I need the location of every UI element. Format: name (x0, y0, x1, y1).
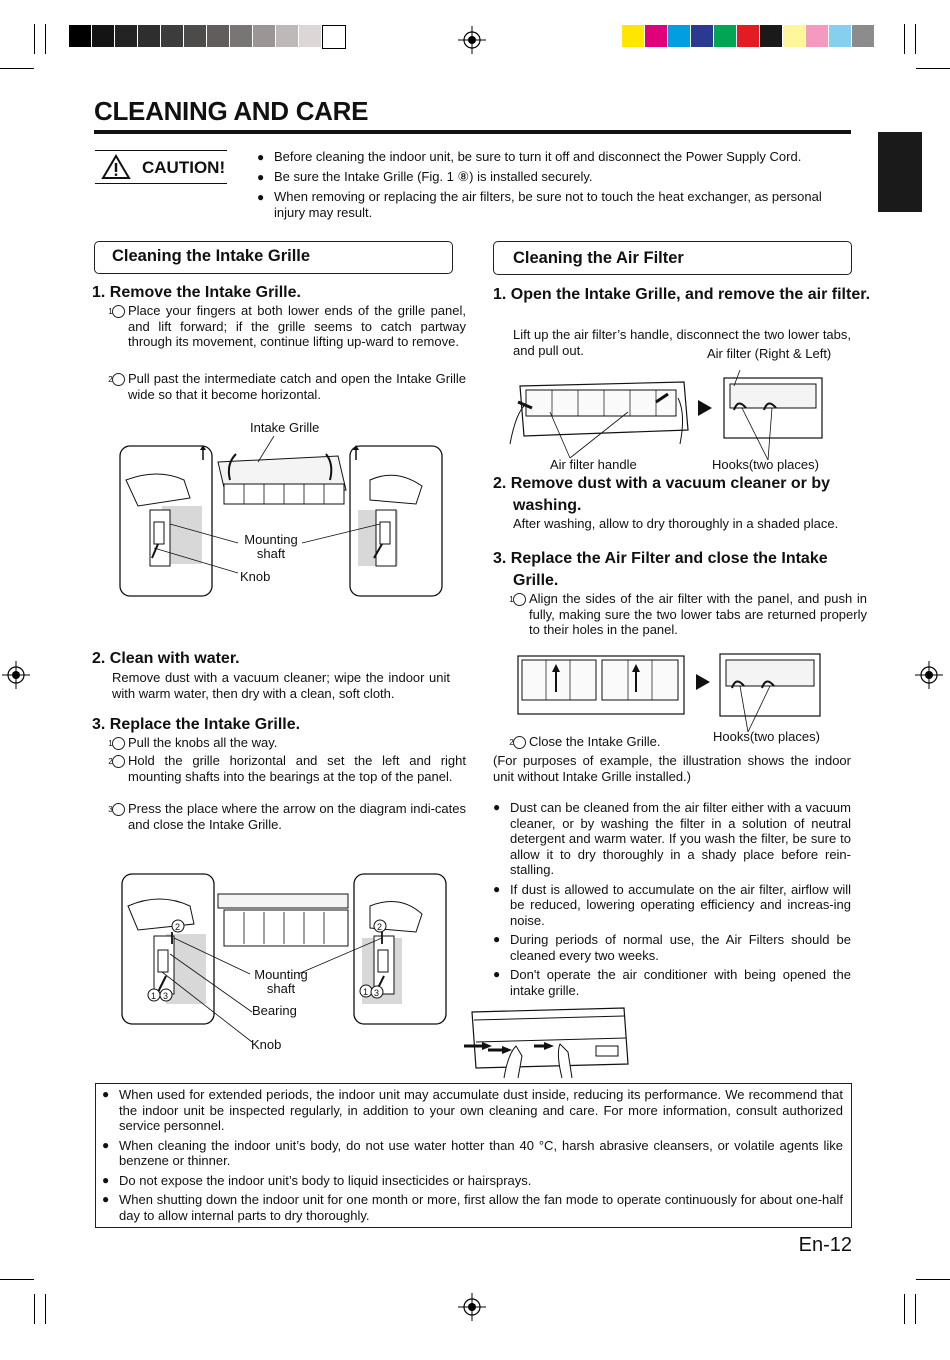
gray-swatch (299, 25, 321, 47)
warning-triangle-icon (101, 154, 131, 180)
registration-mark-icon (915, 661, 943, 689)
remove-intake-grille-illustration (118, 440, 448, 600)
replace-filter-substep-2: 2 Close the Intake Grille. (509, 734, 661, 749)
remove-grille-substep-2: 2 Pull past the intermediate catch and open the Intake Grille wide so that it become horizontal. (108, 371, 466, 402)
tip-item: ● During periods of normal use, the Air Filters should be cleaned every two weeks. (493, 932, 851, 963)
gray-swatch (276, 25, 298, 47)
air-filter-tips (493, 800, 851, 1002)
replace-filter-substep-1: 1 Align the sides of the air filter with the panel, and push in fully, making sure the two lower tabs are returned properly to their holes in the panel. (509, 591, 867, 637)
clean-with-water-step: 2. Clean with water. (92, 650, 240, 667)
color-swatch (852, 25, 874, 47)
notes-list (102, 1087, 843, 1227)
gray-swatch (138, 25, 160, 47)
tip-item: ● If dust is allowed to accumulate on the air filter, airflow will be reduced, lowering operating efficiency and increas-ing noise. (493, 882, 851, 929)
color-swatch (645, 25, 667, 47)
color-swatch (829, 25, 851, 47)
circled-mark: 2 (377, 922, 383, 932)
remove-dust-step: 2. Remove dust with a vacuum cleaner or by washing. (493, 475, 830, 514)
replace-grille-substep-3: 3 Press the place where the arrow on the diagram indi-cates and close the Intake Grille. (108, 801, 466, 832)
tip-item: ● Dust can be cleaned from the air filter either with a vacuum cleaner, or by washing the filter in a solution of neutral detergent and warm water. If you wash the filter, be sure to allow it to dry thoroughly in a shady place before rein-stalling. (493, 800, 851, 878)
gray-swatch (115, 25, 137, 47)
color-swatch (622, 25, 644, 47)
gray-swatch (161, 25, 183, 47)
note-item: ● When shutting down the indoor unit for one month or more, first allow the fan mode to operate continuously for about one-half day to allow internal parts to dry thoroughly. (102, 1192, 843, 1223)
page-title: CLEANING AND CARE (94, 96, 369, 126)
gray-swatch (322, 25, 346, 49)
replace-air-filter-step: 3. Replace the Air Filter and close the Intake Grille. (493, 550, 828, 589)
circled-mark: 2 (175, 922, 181, 932)
hooks-label: Hooks(two places) (713, 729, 820, 744)
remove-air-filter-text: Lift up the air filter’s handle, disconnect the two lower tabs, and pull out. (513, 327, 851, 358)
gray-swatch (253, 25, 275, 47)
caution-item: ● Be sure the Intake Grille (Fig. 1 ⑧) is installed securely. (257, 169, 851, 185)
remove-intake-grille-step: 1. Remove the Intake Grille. (92, 284, 301, 301)
note-item: ● Do not expose the indoor unit’s body to liquid insecticides or hairsprays. (102, 1173, 843, 1189)
air-filter-section-title: Cleaning the Air Filter (513, 249, 684, 267)
circled-mark: 3 (163, 991, 169, 1001)
bearing-label: Bearing (252, 1003, 297, 1018)
mounting-shaft-label: Mounting shaft (244, 532, 298, 561)
caution-list (257, 149, 851, 225)
gray-swatch (230, 25, 252, 47)
tip-item: ● Don't operate the air conditioner with being opened the intake grille. (493, 967, 851, 998)
color-swatch (714, 25, 736, 47)
note-item: ● When cleaning the indoor unit’s body, do not use water hotter than 40 °C, harsh abrasive cleansers, or volatile agents like benzene or thinner. (102, 1138, 843, 1169)
replace-grille-substep-2: 2 Hold the grille horizontal and set the left and right mounting shafts into the bearings at the top of the panel. (108, 753, 466, 784)
intake-grille-label: Intake Grille (250, 420, 320, 435)
replace-grille-substep-1: 1 Pull the knobs all the way. (108, 735, 278, 750)
caution-label: CAUTION! (142, 158, 226, 177)
remove-air-filter-illustration (508, 374, 828, 454)
knob-label: Knob (251, 1037, 282, 1052)
clean-with-water-text: Remove dust with a vacuum cleaner; wipe the indoor unit with warm water, then dry with a clean, soft cloth. (112, 670, 450, 701)
note-item: ● When used for extended periods, the indoor unit may accumulate dust inside, reducing its performance. We recommend that the indoor unit be inspected regularly, in addition to your own cleaning and care. For more information, consult authorized service personnel. (102, 1087, 843, 1134)
remove-dust-text: After washing, allow to dry thoroughly in a shaded place. (513, 516, 839, 531)
intake-grille-section-title: Cleaning the Intake Grille (112, 247, 311, 265)
gray-swatch (69, 25, 91, 47)
open-grille-hands-illustration (464, 1006, 632, 1080)
color-swatch (737, 25, 759, 47)
circled-mark: 1 (363, 987, 369, 997)
color-swatch (783, 25, 805, 47)
hooks-label: Hooks(two places) (712, 457, 819, 472)
circled-mark: 1 (151, 991, 157, 1001)
gray-swatch (92, 25, 114, 47)
circled-mark: 3 (374, 988, 380, 998)
language-tab (878, 132, 922, 212)
title-rule (94, 130, 851, 134)
example-note: (For purposes of example, the illustration shows the indoor unit without Intake Grille installed.) (493, 753, 851, 784)
replace-air-filter-illustration (516, 652, 826, 732)
air-filter-handle-label: Air filter handle (550, 457, 637, 472)
color-swatch (691, 25, 713, 47)
color-swatch (668, 25, 690, 47)
color-swatch (806, 25, 828, 47)
registration-mark-icon (2, 661, 30, 689)
mounting-shaft-label: Mounting shaft (254, 967, 308, 996)
caution-item: ● When removing or replacing the air filters, be sure not to touch the heat exchanger, as personal injury may result. (257, 189, 851, 221)
page-number: En-12 (798, 1234, 852, 1256)
air-filter-label: Air filter (Right & Left) (707, 346, 832, 361)
gray-swatch (207, 25, 229, 47)
replace-intake-grille-step: 3. Replace the Intake Grille. (92, 716, 301, 733)
knob-label: Knob (240, 569, 271, 584)
color-swatch (760, 25, 782, 47)
remove-grille-substep-1: 1 Place your fingers at both lower ends of the grille panel, and lift forward; if the grille seems to catch partway through its movement, continue lifting up-ward to remove. (108, 303, 466, 349)
registration-mark-icon (458, 26, 486, 54)
remove-air-filter-step: 1. Open the Intake Grille, and remove the air filter. (493, 286, 871, 303)
gray-swatch (184, 25, 206, 47)
caution-item: ● Before cleaning the indoor unit, be sure to turn it off and disconnect the Power Supply Cord. (257, 149, 851, 165)
registration-mark-icon (458, 1293, 486, 1321)
